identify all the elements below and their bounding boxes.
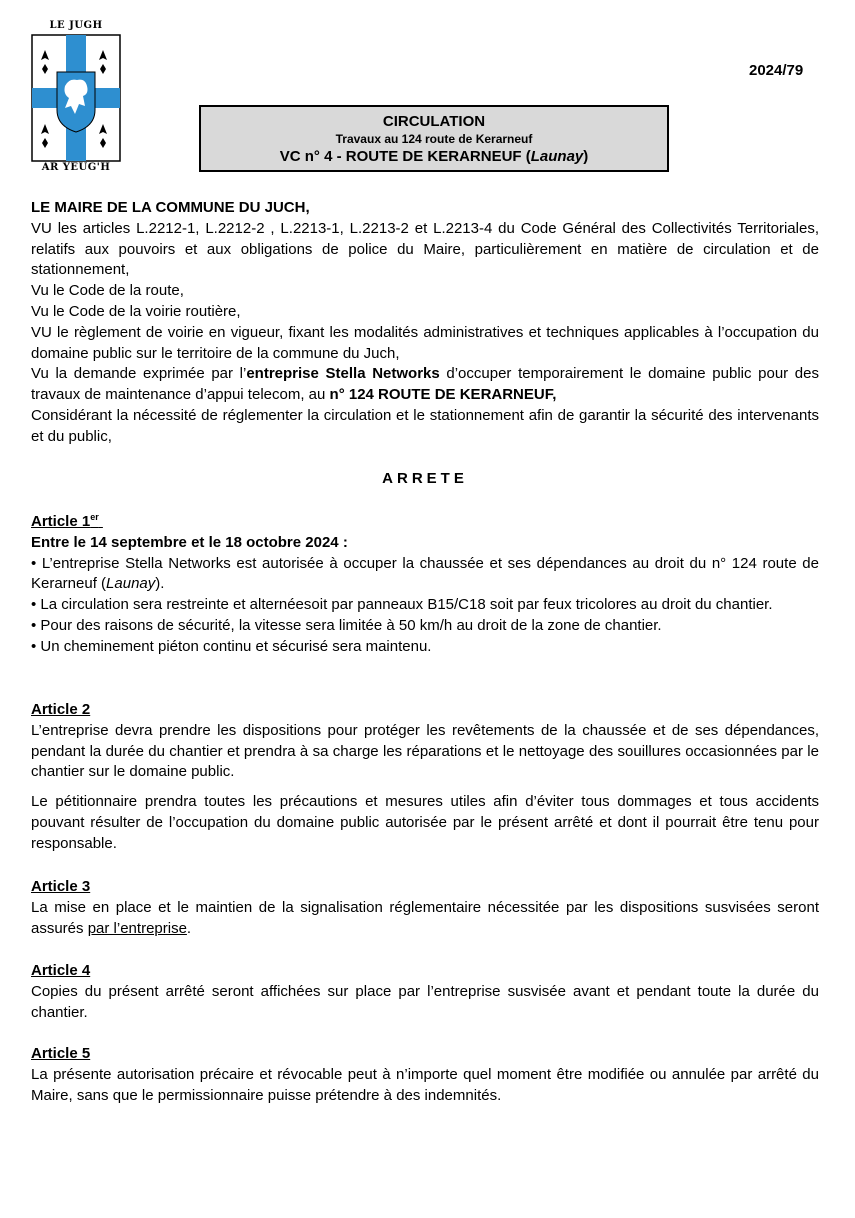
commune-logo bbox=[30, 20, 122, 178]
logo-top-text: LE JUGH bbox=[49, 20, 103, 31]
article-3-text: La mise en place et le maintien de la signalisation réglementaire nécessitée par les dispositions susvisées seront assurés par l’entreprise. bbox=[31, 898, 819, 937]
article-1-bullet-1: • L’entreprise Stella Networks est autorisée à occuper la chaussée et ses dépendances au droit du n° 124 route de Kerarneuf (Launay). bbox=[31, 554, 819, 593]
preamble-vu-2: Vu le Code de la route, bbox=[31, 282, 184, 300]
preamble-vu-5: Vu la demande exprimée par l’entreprise Stella Networks d’occuper temporairement le domaine public pour des travaux de maintenance d’appui telecom, au n° 124 ROUTE DE KERARNEUF, bbox=[31, 365, 819, 404]
article-1-bullet-3: • Pour des raisons de sécurité, la vitesse sera limitée à 50 km/h au droit de la zone de chantier. bbox=[31, 616, 662, 634]
article-4-title: Article 4 bbox=[31, 962, 91, 979]
title-box bbox=[199, 105, 669, 172]
logo-bottom-text: AR YEUG'H bbox=[41, 162, 111, 173]
title-line-2: Travaux au 124 route de Kerarneuf bbox=[335, 132, 533, 146]
article-1 bbox=[31, 512, 819, 658]
article-4-text: Copies du présent arrêté seront affichées sur place par l’entreprise susvisée avant et pendant toute la durée du chantier. bbox=[31, 982, 819, 1021]
article-4 bbox=[31, 961, 819, 1023]
article-1-bullet-2: • La circulation sera restreinte et alternéesoit par panneaux B15/C18 soit par feux tricolores au droit du chantier. bbox=[31, 596, 773, 614]
article-3-title: Article 3 bbox=[31, 878, 91, 895]
reference-number: 2024/79 bbox=[749, 62, 804, 79]
article-5-text: La présente autorisation précaire et révocable peut à n’importe quel moment être modifiée ou annulée par arrêté du Maire, sans que le permissionnaire puisse prétendre à des indemnités. bbox=[31, 1065, 819, 1104]
article-2-title: Article 2 bbox=[31, 701, 91, 718]
preamble-vu-1: VU les articles L.2212-1, L.2212-2 , L.2213-1, L.2213-2 et L.2213-4 du Code Général des Collectivités Territoriales, relatifs aux pouvoirs et aux obligations de police du Maire, particulièrement en matière de circulation et de stationnement, bbox=[31, 219, 819, 279]
article-5-title: Article 5 bbox=[31, 1045, 91, 1062]
title-line-3: VC n° 4 - ROUTE DE KERARNEUF (Launay) bbox=[279, 148, 589, 165]
preamble-vu-3: Vu le Code de la voirie routière, bbox=[31, 302, 241, 320]
article-1-title: Article 1er bbox=[31, 512, 99, 530]
coat-of-arms-icon bbox=[31, 34, 121, 162]
preamble-vu-4: VU le règlement de voirie en vigueur, fixant les modalités administratives et techniques applicables à l’occupation du domaine public sur le territoire de la commune du Juch, bbox=[31, 323, 819, 362]
title-line-1: CIRCULATION bbox=[382, 113, 486, 130]
article-1-bullet-4: • Un cheminement piéton continu et sécurisé sera maintenu. bbox=[31, 637, 432, 655]
preamble-heading: LE MAIRE DE LA COMMUNE DU JUCH, bbox=[31, 199, 310, 216]
preamble bbox=[31, 198, 819, 448]
article-2 bbox=[31, 700, 819, 855]
preamble-considerant: Considérant la nécessité de réglementer la circulation et le stationnement afin de garantir la sécurité des intervenants et du public, bbox=[31, 406, 819, 445]
article-2-paragraph-1: L’entreprise devra prendre les dispositions pour protéger les revêtements de la chaussée et de ses dépendances, pendant la durée du chantier et prendra à sa charge les réparations et le nettoyage des souillures occasionnées par le chantier sur le domaine public. bbox=[31, 721, 819, 781]
article-2-paragraph-2: Le pétitionnaire prendra toutes les précautions et mesures utiles afin d’éviter tous dommages et tous accidents pouvant résulter de l’occupation du domaine public autorisée par le présent arrêté et dont il pourrait être tenu pour responsable. bbox=[31, 793, 819, 852]
arrete-heading: ARRETE bbox=[382, 470, 468, 487]
article-3 bbox=[31, 877, 819, 939]
article-1-dates: Entre le 14 septembre et le 18 octobre 2024 : bbox=[31, 533, 348, 551]
article-5 bbox=[31, 1044, 819, 1106]
